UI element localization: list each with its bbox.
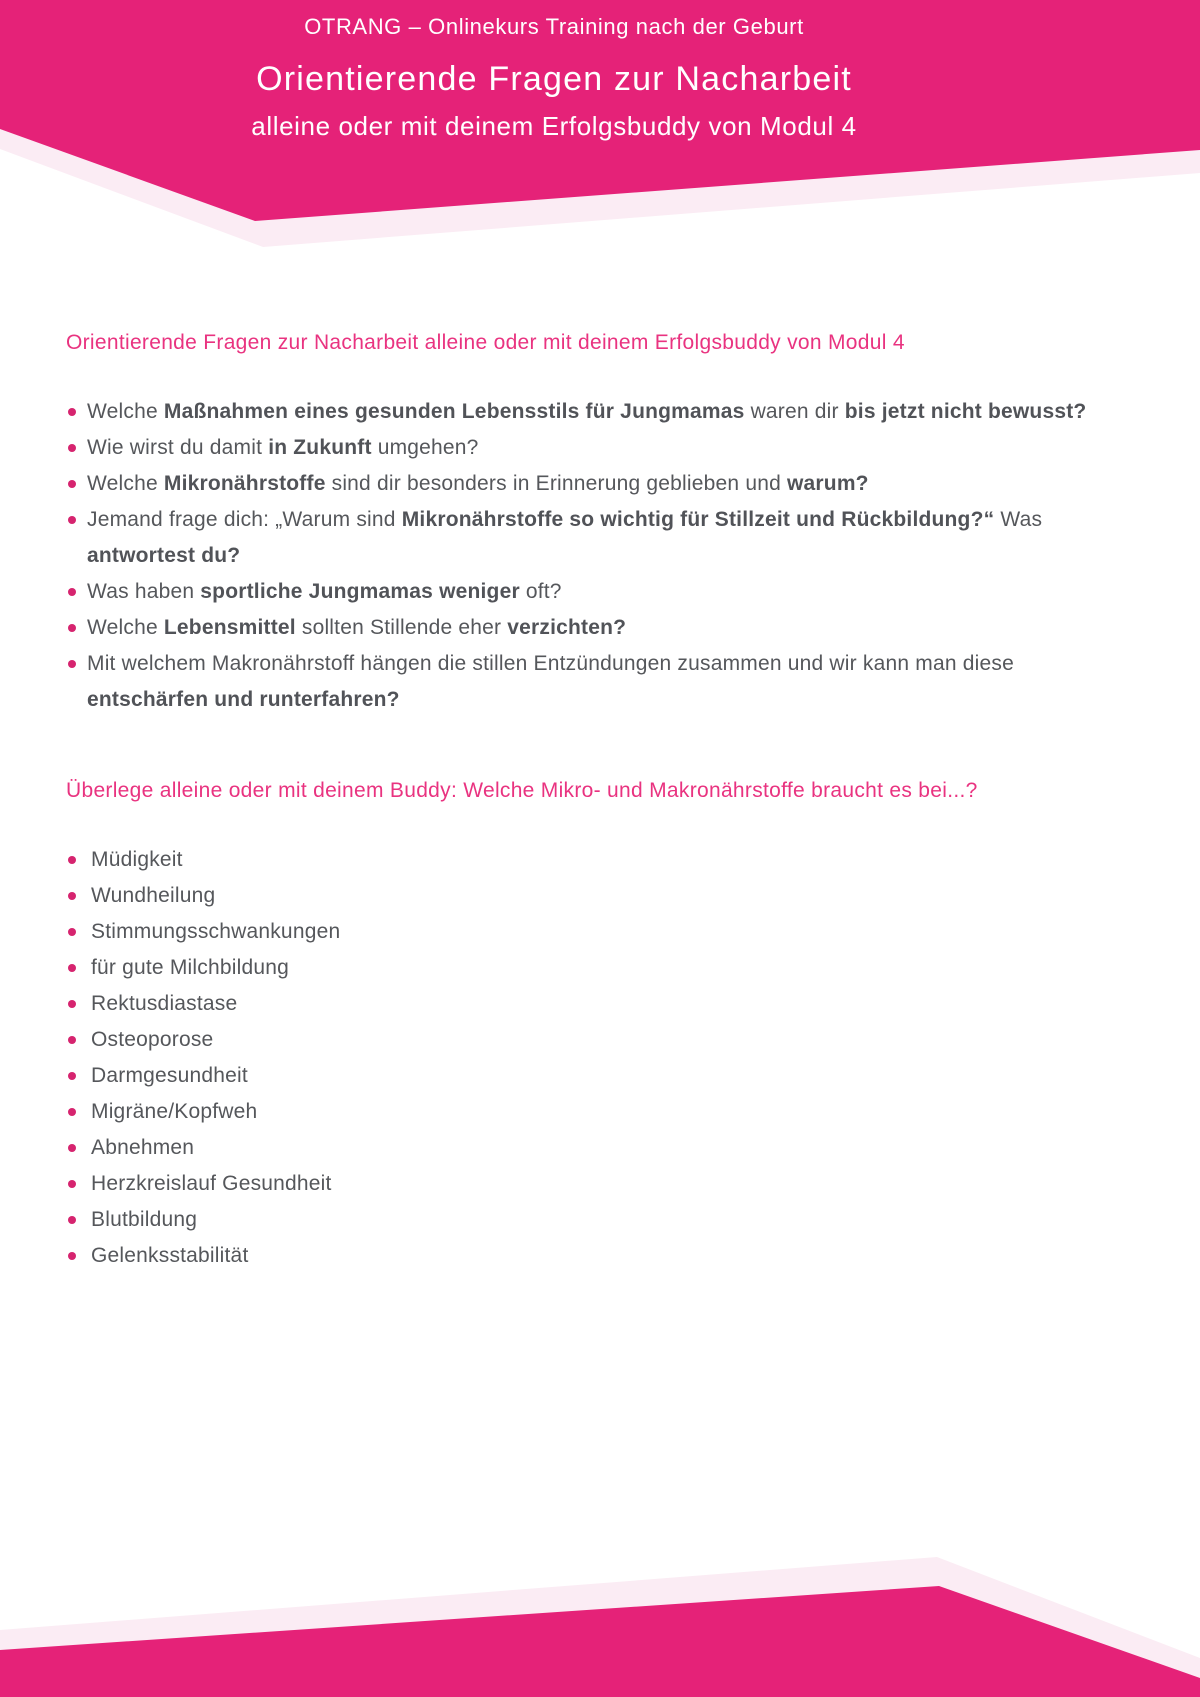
text-segment: Mikronährstoffe so wichtig für Stillzeit und Rückbildung?“ (401, 508, 995, 531)
text-segment: oft? (519, 580, 562, 603)
text-segment: Welche (87, 616, 164, 639)
text-segment: Lebensmittel (163, 616, 296, 639)
text-segment: antwortest du? (87, 544, 241, 567)
text-segment: bis jetzt nicht bewusst? (844, 400, 1087, 423)
text-segment: Herzkreislauf Gesundheit (91, 1172, 332, 1195)
list-item (66, 1058, 1140, 1094)
list-item (66, 878, 1140, 914)
text-segment: Müdigkeit (91, 848, 183, 871)
list-item (66, 1166, 1140, 1202)
list-item (66, 430, 1140, 466)
text-segment: Blutbildung (91, 1208, 198, 1231)
page-header (0, 0, 1200, 260)
list-item (66, 986, 1140, 1022)
list-item (66, 610, 1140, 646)
list-item (66, 646, 1140, 718)
list-item (66, 842, 1140, 878)
text-segment: Stimmungsschwankungen (91, 920, 341, 943)
text-segment: Rektusdiastase (91, 992, 238, 1015)
list-item (66, 1022, 1140, 1058)
text-segment: Gelenksstabilität (91, 1244, 249, 1267)
section-heading-topics: Überlege alleine oder mit deinem Buddy: Welche Mikro- und Makronährstoffe braucht es bei...? (66, 779, 978, 802)
text-segment: warum? (787, 472, 869, 495)
header-text-block (0, 14, 1108, 142)
text-segment: Welche (87, 400, 164, 423)
text-segment: Darmgesundheit (91, 1064, 248, 1087)
text-segment: verzichten? (507, 616, 627, 639)
text-segment: Wie wirst du damit (87, 436, 269, 459)
list-item (66, 1094, 1140, 1130)
text-segment: für gute Milchbildung (91, 956, 289, 979)
list-item (66, 394, 1140, 430)
text-segment: Mit welchem Makronährstoff hängen die stillen Entzündungen zusammen und wir kann man diese (87, 652, 1014, 675)
text-segment: waren dir (744, 400, 845, 423)
text-segment: Welche (87, 472, 164, 495)
list-item (66, 1130, 1140, 1166)
text-segment: sind dir besonders in Erinnerung geblieben und (325, 472, 787, 495)
list-item (66, 950, 1140, 986)
list-item (66, 914, 1140, 950)
topics-list (66, 842, 1140, 1274)
text-segment: entschärfen und runterfahren? (87, 688, 400, 711)
page-subtitle: alleine oder mit deinem Erfolgsbuddy von Modul 4 (251, 111, 857, 141)
text-segment: Jemand frage dich: „Warum sind (87, 508, 402, 531)
section-heading-questions: Orientierende Fragen zur Nacharbeit alleine oder mit deinem Erfolgsbuddy von Modul 4 (66, 331, 905, 354)
text-segment: in Zukunft (268, 436, 372, 459)
text-segment: Wundheilung (91, 884, 216, 907)
list-item (66, 466, 1140, 502)
page-title: Orientierende Fragen zur Nacharbeit (256, 60, 852, 98)
course-name: OTRANG – Onlinekurs Training nach der Geburt (304, 14, 804, 39)
text-segment: Migräne/Kopfweh (91, 1100, 258, 1123)
question-list (66, 394, 1140, 718)
text-segment: Osteoporose (91, 1028, 214, 1051)
page-footer (0, 1512, 1200, 1697)
main-content (66, 300, 1140, 1274)
text-segment: Abnehmen (91, 1136, 195, 1159)
text-segment: Was haben (87, 580, 201, 603)
text-segment: sportliche Jungmamas weniger (200, 580, 520, 603)
list-item (66, 502, 1140, 574)
text-segment: Was (994, 508, 1043, 531)
text-segment: Mikronährstoffe (163, 472, 326, 495)
text-segment: sollten Stillende eher (295, 616, 508, 639)
text-segment: umgehen? (371, 436, 479, 459)
list-item (66, 574, 1140, 610)
list-item (66, 1238, 1140, 1274)
text-segment: Maßnahmen eines gesunden Lebensstils für Jungmamas (163, 400, 745, 423)
list-item (66, 1202, 1140, 1238)
